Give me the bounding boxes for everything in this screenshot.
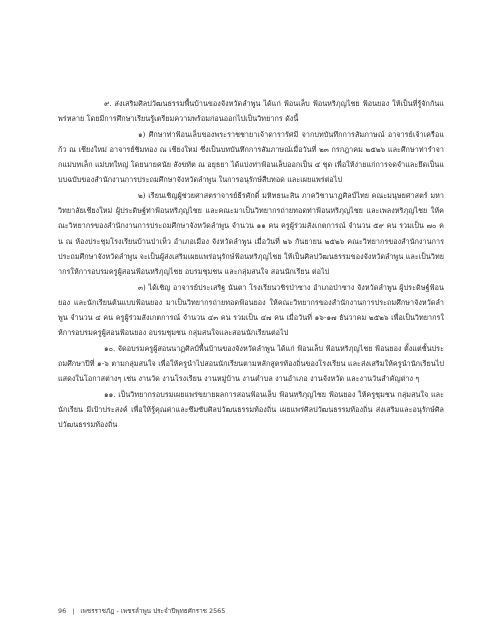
document-body (58, 96, 444, 433)
paragraph-item-9: ๙. ส่งเสริมศิลปวัฒนธรรมพื้นบ้านของจังหวัดลำพูน ได้แก่ ฟ้อนเล็บ ฟ้อนหริภุญไชย ฟ้อนยอง ให้เป็นที่รู้จักกันแพร่หลาย โดยมีการศึกษาเรียนรู้เตรียมความพร้อมก่อนออกไปเป็นวิทยากร ดังนี้ (58, 99, 444, 124)
paragraph-item-10: ๑๐. จัดอบรมครูผู้สอนนาฏศิลป์พื้นบ้านของจังหวัดลำพูน ได้แก่ ฟ้อนเล็บ ฟ้อนหริภุญไชย ฟ้อนยอง ตั้งแต่ชั้นประถมศึกษาปีที่ ๑-๖ ตามกลุ่มสนใจ เพื่อให้ครูนำไปสอนนักเรียนตามหลักสูตรท้องถิ่นของโรงเรียน และส่งเสริมให้ครูนำนักเรียนไปแสดงในโอกาสต่างๆ เช่น งานวัด งานโรงเรียน งานหมู่บ้าน งานตำบล งานอำเภอ งานจังหวัด และงานวันสำคัญต่าง ๆ (58, 343, 444, 384)
footer-separator: | (72, 607, 75, 615)
paragraph-subitem-3: ๓) ได้เชิญ อาจารย์ประเสริฐ นันตา โรงเรียนวชิรป่าซาง อำเภอป่าซาง จังหวัดลำพูน ผู้ประดิษฐ์ฟ้อนยอง และนักเรียนต้นแบบฟ้อนยอง มาเป็นวิทยากรถ่ายทอดฟ้อนยอง ให้คณะวิทยากรของสำนักงานการประถมศึกษาจังหวัดลำพูน จำนวน ๔ คน ครูผู้ร่วมสังเกตการณ์ จำนวน ๔๓ คน รวมเป็น ๔๗ คน เมื่อวันที่ ๑๖-๑๗ ธันวาคม ๒๕๒๖ เพื่อเป็นวิทยากรให้การอบรมครูผู้สอนฟ้อนยอง อบรมชุมชน กลุ่มสนใจและสอนนักเรียนต่อไป (58, 282, 444, 338)
page-number: 96 (58, 607, 67, 615)
paragraph-subitem-1: ๑) ศึกษาท่าฟ้อนเล็บของพระราชชายาเจ้าดารารัศมี จากบทบันทึกการสัมภาษณ์ อาจารย์เจ้าเครือแก้ว ณ เชียงใหม่ อาจารย์ชิมทอง ณ เชียงใหม่ ซึ่งเป็นบทบันทึกการสัมภาษณ์เมื่อวันที่ ๒๓ กรกฎาคม ๒๕๒๖ และศึกษาท่ารำจากแม่บทเล็ก แม่บทใหญ่ โดยนายคนัย สังขทัต ณ อยุธยา ได้แบ่งท่าฟ้อนเล็บออกเป็น ๔ ชุด เพื่อให้ง่ายแก่การจดจำและยึดเป็นแบบฉบับของสำนักงานการประถมศึกษาจังหวัดลำพูน ในการอนุรักษ์สืบทอด และเผยแพร่ต่อไป (58, 129, 444, 185)
publication-title: เพชรราชภัฏ - เพชรลำพูน ประจำปีพุทธศักราช 2565 (80, 607, 226, 615)
page-footer (58, 606, 225, 616)
paragraph-subitem-2: ๒) เรียนเชิญผู้ช่วยศาสตราจารย์ธีรศักดิ์ มหิทธนะสิน ภาควิชานาฏศิลป์ไทย คณะมนุษยศาสตร์ มหาวิทยาลัยเชียงใหม่ ผู้ประดิษฐ์ท่าฟ้อนหริภุญไชย และคณะมาเป็นวิทยากรถ่ายทอดท่าฟ้อนหริภุญไชย และเพลงหริภุญไชย ให้คณะวิทยากรของสำนักงานการประถมศึกษาจังหวัดลำพูน จำนวน ๑๑ คน ครูผู้ร่วมสังเกตการณ์ จำนวน ๕๙ คน รวมเป็น ๗๐ คน ณ ห้องประชุมโรงเรียนบ้านป่าเห็ว อำเภอเมือง จังหวัดลำพูน เมื่อวันที่ ๒๖ กันยายน ๒๕๒๖ คณะวิทยากรของสำนักงานการประถมศึกษาจังหวัดลำพูน จะเป็นผู้ส่งเสริมเผยแพร่อนุรักษ์ฟ้อนหริภุญไชย ให้เป็นศิลปวัฒนธรรมของจังหวัดลำพูน และเป็นวิทยากรให้การอบรมครูผู้สอนฟ้อนหริภุญไชย อบรมชุมชน และกลุ่มสนใจ สอนนักเรียน ต่อไป (58, 190, 444, 277)
paragraph-item-11: ๑๑. เป็นวิทยากรอบรมเผยแพร่ขยายผลการสอนฟ้อนเล็บ ฟ้อนหริภุญไชย ฟ้อนยอง ให้ครูชุมชน กลุ่มสนใจ และนักเรียน มีเป้าประสงค์ เพื่อให้รู้คุณค่าและซึมซับศิลปวัฒนธรรมท้องถิ่น เผยแพร่ศิลปวัฒนธรรมท้องถิ่น ส่งเสริมและอนุรักษ์ศิลปวัฒนธรรมท้องถิ่น (58, 389, 444, 430)
